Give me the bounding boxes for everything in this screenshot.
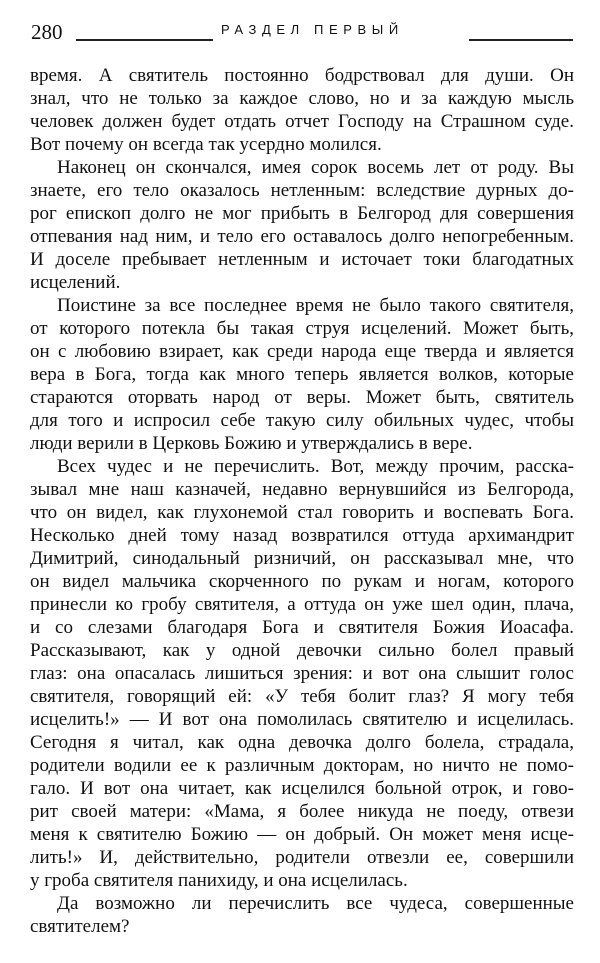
text-line: человек должен будет отдать отчет Господу на Страшном суде. [30,111,574,132]
text-line: что он видел, как глухонемой стал говорить и воспевать Бога. [30,502,574,523]
text-line: гало. И вот она читает, как исцелился больной отрок, и гово- [30,778,574,799]
text-line: рит своей матери: «Мама, я более никуда не поеду, отвези [30,801,574,822]
text-line: родители водили ее к различным докторам, но ничто не помо- [30,755,574,776]
text-line: святителя, говорящий ей: «У тебя болит глаз? Я могу тебя [30,686,574,707]
header-rule-left [76,39,213,41]
text-line: для того и испросил себе такую силу обильных чудес, чтобы [30,410,574,431]
text-line: люди верили в Церковь Божию и утверждались в вере. [30,433,473,454]
body-text [30,64,574,938]
text-line: зывал мне наш казначей, недавно вернувшийся из Белгорода, [30,479,574,500]
text-line: Несколько дней тому назад возвратился оттуда архимандрит [30,525,574,546]
text-line: знал, что не только за каждое слово, но и за каждую мысль [30,88,574,109]
text-line: стараются оторвать народ от веры. Может быть, святитель [30,387,574,408]
text-line: отпевания над ним, и тело его оставалось долго непогребенным. [30,226,574,247]
text-line: от которого потекла бы такая струя исцелений. Может быть, [30,318,574,339]
text-line: Поистине за все последнее время не было такого святителя, [57,295,574,316]
running-title: РАЗДЕЛ ПЕРВЫЙ [221,22,404,37]
text-line: меня к святителю Божию — он добрый. Он может меня исце- [30,824,574,845]
text-line: принесли ко гробу святителя, а оттуда он уже шел один, плача, [30,594,574,615]
text-line: Сегодня я читал, как одна девочка долго болела, страдала, [30,732,574,753]
text-line: он с любовию взирает, как среди народа еще тверда и является [30,341,574,362]
text-line: вера в Бога, тогда как много теперь является волков, которые [30,364,574,385]
text-line: Всех чудес и не перечислить. Вот, между прочим, расска- [57,456,574,477]
text-line: рог епископ долго не мог прибыть в Белгород для совершения [30,203,574,224]
text-line: он видел мальчика скорченного по рукам и ногам, которого [30,571,574,592]
text-line: Да возможно ли перечислить все чудеса, совершенные [57,893,574,914]
text-line: исцелений. [30,272,121,293]
text-line: И доселе пребывает нетленным и источает токи благодатных [30,249,574,270]
text-line: Рассказывают, как у одной девочки сильно болел правый [30,640,574,661]
text-line: святителем? [30,916,130,937]
text-line: Наконец он скончался, имея сорок восемь лет от роду. Вы [57,157,574,178]
text-line: исцелить!» — И вот она помолилась святителю и исцелилась. [30,709,574,730]
text-line: Димитрий, синодальный ризничий, он рассказывал мне, что [30,548,574,569]
text-line: глаз: она опасалась лишиться зрения: и вот она слышит голос [30,663,574,684]
text-line: Вот почему он всегда так усердно молился. [30,134,382,155]
text-line: время. А святитель постоянно бодрствовал для души. Он [30,65,574,86]
page-header [31,20,573,44]
page-number: 280 [31,20,63,44]
text-line: и со слезами благодаря Бога и святителя Божия Иоасафа. [30,617,574,638]
text-line: знаете, его тело оказалось нетленным: вследствие дурных до- [30,180,574,201]
text-line: у гроба святителя панихиду, и она исцелилась. [30,870,408,891]
header-rule-right [469,39,573,41]
text-line: лить!» И, действительно, родители отвезли ее, совершили [30,847,574,868]
